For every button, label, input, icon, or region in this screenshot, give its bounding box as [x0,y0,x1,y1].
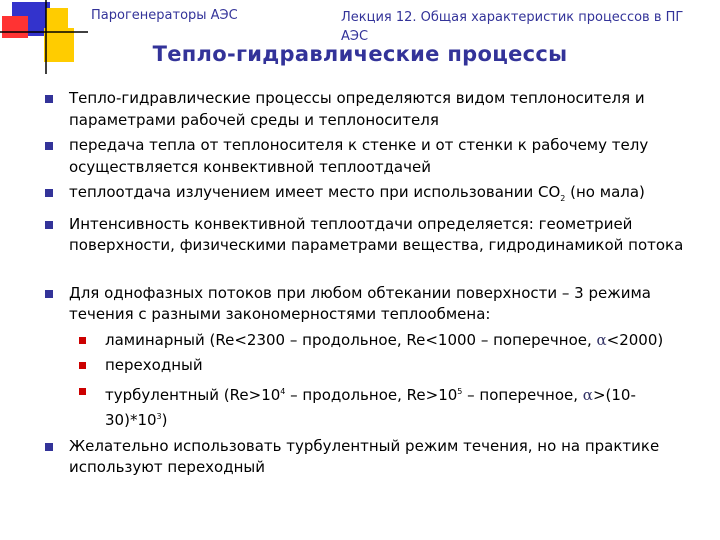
bullet-item-5 [45,283,685,326]
turbulent-text-3: – поперечное, [462,385,583,404]
logo-yellow-square [46,8,68,28]
turbulent-text-1: турбулентный (Re>10 [105,385,281,404]
header-lecture-title: Лекция 12. Общая характеристик процессов в ПГ АЭС [341,10,684,44]
laminar-tail: <2000) [606,330,664,349]
bullet-item-2 [45,135,685,178]
sub-bullet-square-icon [79,362,86,369]
bullet-text: Для однофазных потоков при любом обтекании поверхности – 3 режима течения с разными закономерностями теплообмена: [69,283,651,323]
sub-bullet-square-icon [79,337,86,344]
bullet-item-4 [45,214,685,257]
co2-subscript: 2 [560,194,566,203]
alpha-symbol: α [596,330,607,349]
logo-red-square [2,16,28,38]
bullet-text: Тепло-гидравлические процессы определяются видом теплоносителя и параметрами рабочей среды и теплоносителя [69,89,645,129]
bullet-square-icon [45,290,53,298]
exponent-5: 5 [457,386,463,396]
bullet-text: передача тепла от теплоносителя к стенке и от стенки к рабочему телу осуществляется конвективной теплоотдачей [69,136,649,176]
sub-item-laminar [45,330,685,352]
bullet-item-1 [45,88,685,131]
bullet-text: Интенсивность конвективной теплоотдачи определяется: геометрией поверхности, физическими параметрами вещества, гидродинамикой потока [69,214,684,254]
exponent-3: 3 [156,412,162,421]
slide-title: Тепло-гидравлические процессы [152,42,568,66]
turbulent-text-5: ) [161,411,168,429]
bullet-list [45,88,685,479]
sub-item-turbulent [45,381,685,432]
bullet-text: Желательно использовать турбулентный режим течения, но на практике используют переходный [69,436,660,476]
bullet-item-3 [45,182,685,210]
turbulent-text-2: – продольное, Re>10 [285,385,458,404]
header-course-name: Парогенераторы АЭС [91,8,238,23]
turbulent-text-4: >(10-30)*10 [105,385,636,429]
bullet-square-icon [45,95,53,103]
bullet-square-icon [45,189,53,197]
alpha-symbol: α [582,385,593,404]
bullet-text-after: (но мала) [565,183,645,201]
exponent-4: 4 [280,386,286,396]
bullet-square-icon [45,221,53,229]
sub-item-transitional [45,355,685,377]
bullet-square-icon [45,443,53,451]
laminar-text: ламинарный (Re<2300 – продольное, Re<1000 – поперечное, [105,330,597,349]
bullet-text-before: теплоотдача излучением имеет место при использовании CO [69,183,561,201]
bullet-item-6 [45,436,685,479]
bullet-square-icon [45,142,53,150]
transitional-text: переходный [105,356,203,374]
sub-bullet-square-icon [79,388,86,395]
